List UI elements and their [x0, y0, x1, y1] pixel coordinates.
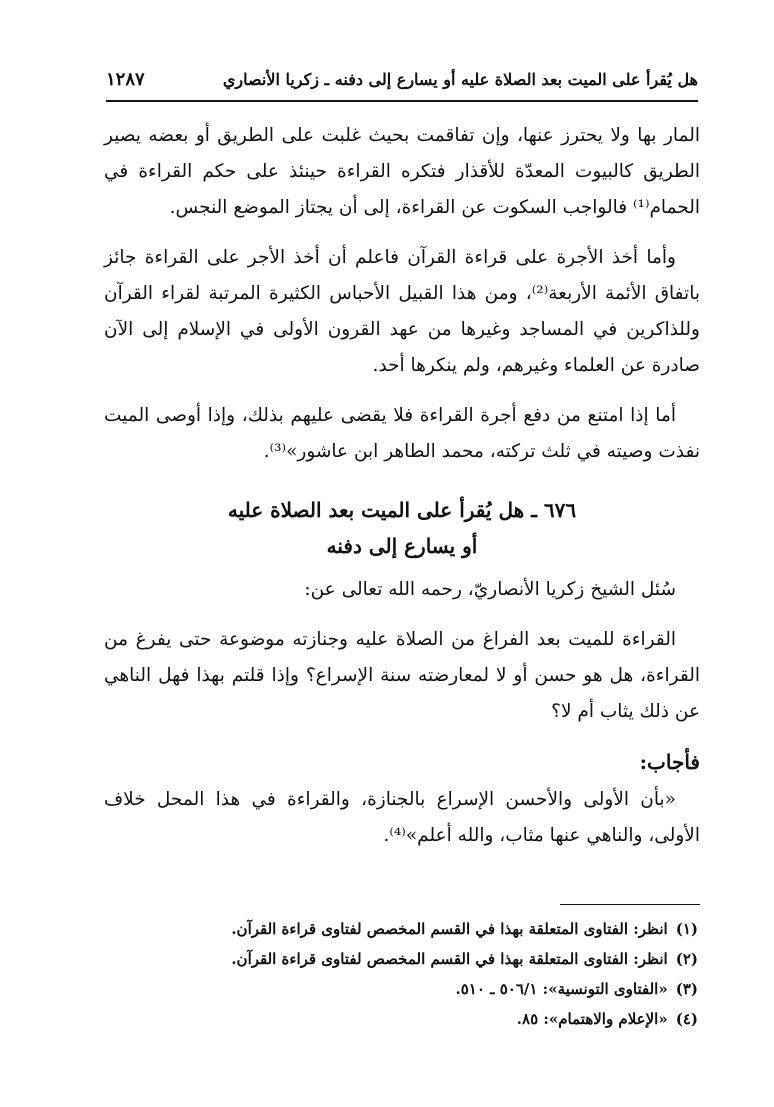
footnote-number: (٣) — [675, 980, 698, 998]
question-intro: سُئل الشيخ زكريا الأنصاريّ، رحمه الله تعالى عن: — [304, 579, 676, 600]
footnotes — [150, 914, 698, 1034]
footnote-text: «الإعلام والاهتمام»: ٨٥. — [516, 1010, 668, 1028]
footnote-2 — [150, 944, 698, 974]
header-divider — [106, 100, 698, 102]
footnote-4 — [150, 1004, 698, 1034]
answer-text: «بأن الأولى والأحسن الإسراع بالجنازة، والقراءة في هذا المحل خلاف الأولى، والناهي عنها مثاب، والله أعلم»⁽⁴⁾. — [104, 789, 700, 846]
footnote-text: انظر: الفتاوى المتعلقة بهذا في القسم المخصص لفتاوى قراءة القرآن. — [231, 950, 668, 968]
page-header — [106, 62, 698, 96]
question-text: القراءة للميت بعد الفراغ من الصلاة عليه وجنازته موضوعة حتى يفرغ من القراءة، هل هو حسن أو لا لمعارضته سنة الإسراع؟ وإذا قلتم بهذا فهل الناهي عن ذلك يثاب أم لا؟ — [104, 629, 700, 722]
section-heading — [104, 492, 700, 564]
footnote-divider — [560, 904, 700, 905]
running-title: هل يُقرأ على الميت بعد الصلاة عليه أو يسارع إلى دفنه ـ زكريا الأنصاري — [222, 69, 698, 89]
footnote-1 — [150, 914, 698, 944]
section-title-line-2: أو يسارع إلى دفنه — [326, 534, 478, 558]
footnote-3 — [150, 974, 698, 1004]
paragraph-3: أما إذا امتنع من دفع أجرة القراءة فلا يقضى عليهم بذلك، وإذا أوصى الميت نفذت وصيته في ثلث تركته، محمد الطاهر ابن عاشور»⁽³⁾. — [104, 405, 700, 462]
footnote-text: انظر: الفتاوى المتعلقة بهذا في القسم المخصص لفتاوى قراءة القرآن. — [231, 920, 668, 938]
footnote-number: (١) — [675, 920, 698, 938]
footnote-number: (٤) — [675, 1010, 698, 1028]
paragraph-2: وأما أخذ الأجرة على قراءة القرآن فاعلم أن أخذ الأجر على القراءة جائز باتفاق الأئمة الأربعة⁽²⁾، ومن هذا القبيل الأحباس الكثيرة المرتبة لقراء القرآن وللذاكرين في المساجد وغيرها من عهد القرون الأولى في الإسلام إلى الآن صادرة عن العلماء وغيرهم، ولم ينكرها أحد. — [104, 247, 700, 376]
page-number: ١٢٨٧ — [106, 68, 145, 90]
paragraph-1: المار بها ولا يحترز عنها، وإن تفاقمت بحيث غلبت على الطريق أو بعضه يصير الطريق كالبيوت المعدّة للأقذار فتكره القراءة حينئذ على حكم القراءة في الحمام⁽¹⁾ فالواجب السكوت عن القراءة، إلى أن يجتاز الموضع النجس. — [104, 125, 700, 218]
main-text — [104, 118, 700, 868]
footnote-text: «الفتاوى التونسية»: ٥٠٦/١ ـ ٥١٠. — [455, 980, 668, 998]
answer-label: فأجاب: — [639, 750, 700, 774]
footnote-number: (٢) — [675, 950, 698, 968]
section-title-line-1: ٦٧٦ ـ هل يُقرأ على الميت بعد الصلاة عليه — [227, 498, 577, 522]
